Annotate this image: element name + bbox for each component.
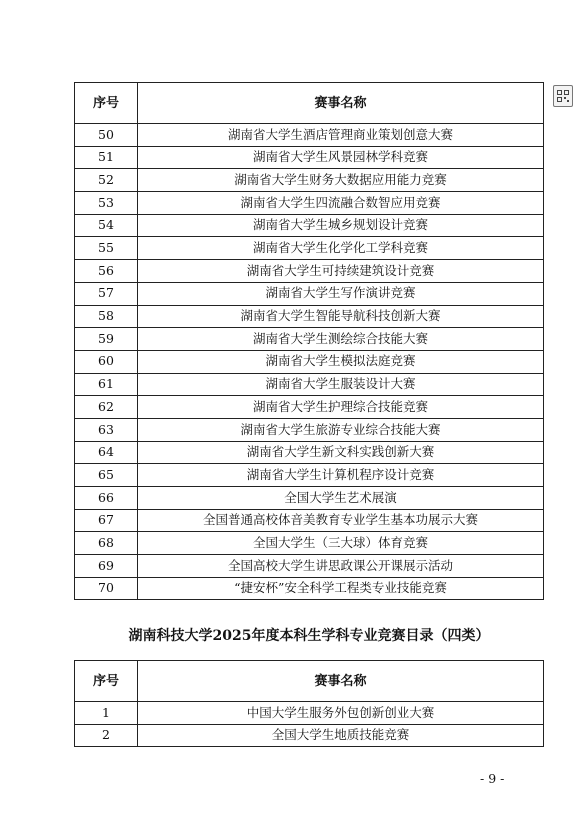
competition-name: 全国大学生艺术展演 [138,487,544,510]
row-number: 67 [75,509,138,532]
table-header-row [75,661,544,702]
competition-name: 湖南省大学生旅游专业综合技能大赛 [138,418,544,441]
competition-table-2 [74,660,544,747]
row-number: 62 [75,396,138,419]
competition-name: 湖南省大学生化学化工学科竞赛 [138,237,544,260]
competition-name: “捷安杯”安全科学工程类专业技能竞赛 [138,577,544,600]
row-number: 57 [75,282,138,305]
table-row [75,702,544,725]
page-number: - 9 - [480,771,505,786]
competition-name: 湖南省大学生护理综合技能竞赛 [138,396,544,419]
row-number: 53 [75,192,138,215]
row-number: 69 [75,555,138,578]
row-number: 52 [75,169,138,192]
section-subtitle: 湖南科技大学2025年度本科生学科专业竞赛目录（四类） [128,628,490,644]
row-number: 61 [75,373,138,396]
competition-name: 全国大学生（三大球）体育竞赛 [138,532,544,555]
table-row [75,724,544,747]
table-row [75,418,544,441]
table-row [75,532,544,555]
table-row [75,192,544,215]
table-row [75,305,544,328]
row-number: 60 [75,350,138,373]
table-row [75,214,544,237]
competition-name: 湖南省大学生智能导航科技创新大赛 [138,305,544,328]
row-number: 59 [75,328,138,351]
table-row [75,260,544,283]
competition-name: 全国高校大学生讲思政课公开课展示活动 [138,555,544,578]
row-number: 51 [75,146,138,169]
header-no: 序号 [75,83,138,124]
table-row [75,464,544,487]
header-no: 序号 [75,661,138,702]
table-row [75,282,544,305]
header-name: 赛事名称 [138,661,544,702]
row-number: 64 [75,441,138,464]
competition-name: 湖南省大学生财务大数据应用能力竞赛 [138,169,544,192]
competition-name: 全国大学生地质技能竞赛 [138,724,544,747]
row-number: 66 [75,487,138,510]
row-number: 50 [75,124,138,147]
qr-code-icon[interactable] [553,85,573,107]
table-row [75,350,544,373]
row-number: 56 [75,260,138,283]
row-number: 2 [75,724,138,747]
table-header-row [75,83,544,124]
row-number: 1 [75,702,138,725]
competition-name: 湖南省大学生四流融合数智应用竞赛 [138,192,544,215]
table-row [75,146,544,169]
competition-name: 湖南省大学生新文科实践创新大赛 [138,441,544,464]
competition-name: 湖南省大学生风景园林学科竞赛 [138,146,544,169]
row-number: 63 [75,418,138,441]
table-row [75,237,544,260]
table-row [75,509,544,532]
table-row [75,441,544,464]
competition-name: 湖南省大学生测绘综合技能大赛 [138,328,544,351]
table-row [75,169,544,192]
row-number: 58 [75,305,138,328]
table-row [75,487,544,510]
competition-name: 湖南省大学生酒店管理商业策划创意大赛 [138,124,544,147]
table-row [75,577,544,600]
competition-table-1 [74,82,544,600]
table-row [75,396,544,419]
competition-name: 湖南省大学生写作演讲竞赛 [138,282,544,305]
row-number: 54 [75,214,138,237]
competition-name: 湖南省大学生计算机程序设计竞赛 [138,464,544,487]
competition-name: 全国普通高校体音美教育专业学生基本功展示大赛 [138,509,544,532]
competition-name: 湖南省大学生可持续建筑设计竞赛 [138,260,544,283]
table-row [75,555,544,578]
table-row [75,328,544,351]
table-row [75,124,544,147]
row-number: 65 [75,464,138,487]
header-name: 赛事名称 [138,83,544,124]
competition-name: 湖南省大学生服装设计大赛 [138,373,544,396]
table-row [75,373,544,396]
row-number: 70 [75,577,138,600]
competition-name: 湖南省大学生模拟法庭竞赛 [138,350,544,373]
row-number: 55 [75,237,138,260]
competition-name: 湖南省大学生城乡规划设计竞赛 [138,214,544,237]
row-number: 68 [75,532,138,555]
competition-name: 中国大学生服务外包创新创业大赛 [138,702,544,725]
